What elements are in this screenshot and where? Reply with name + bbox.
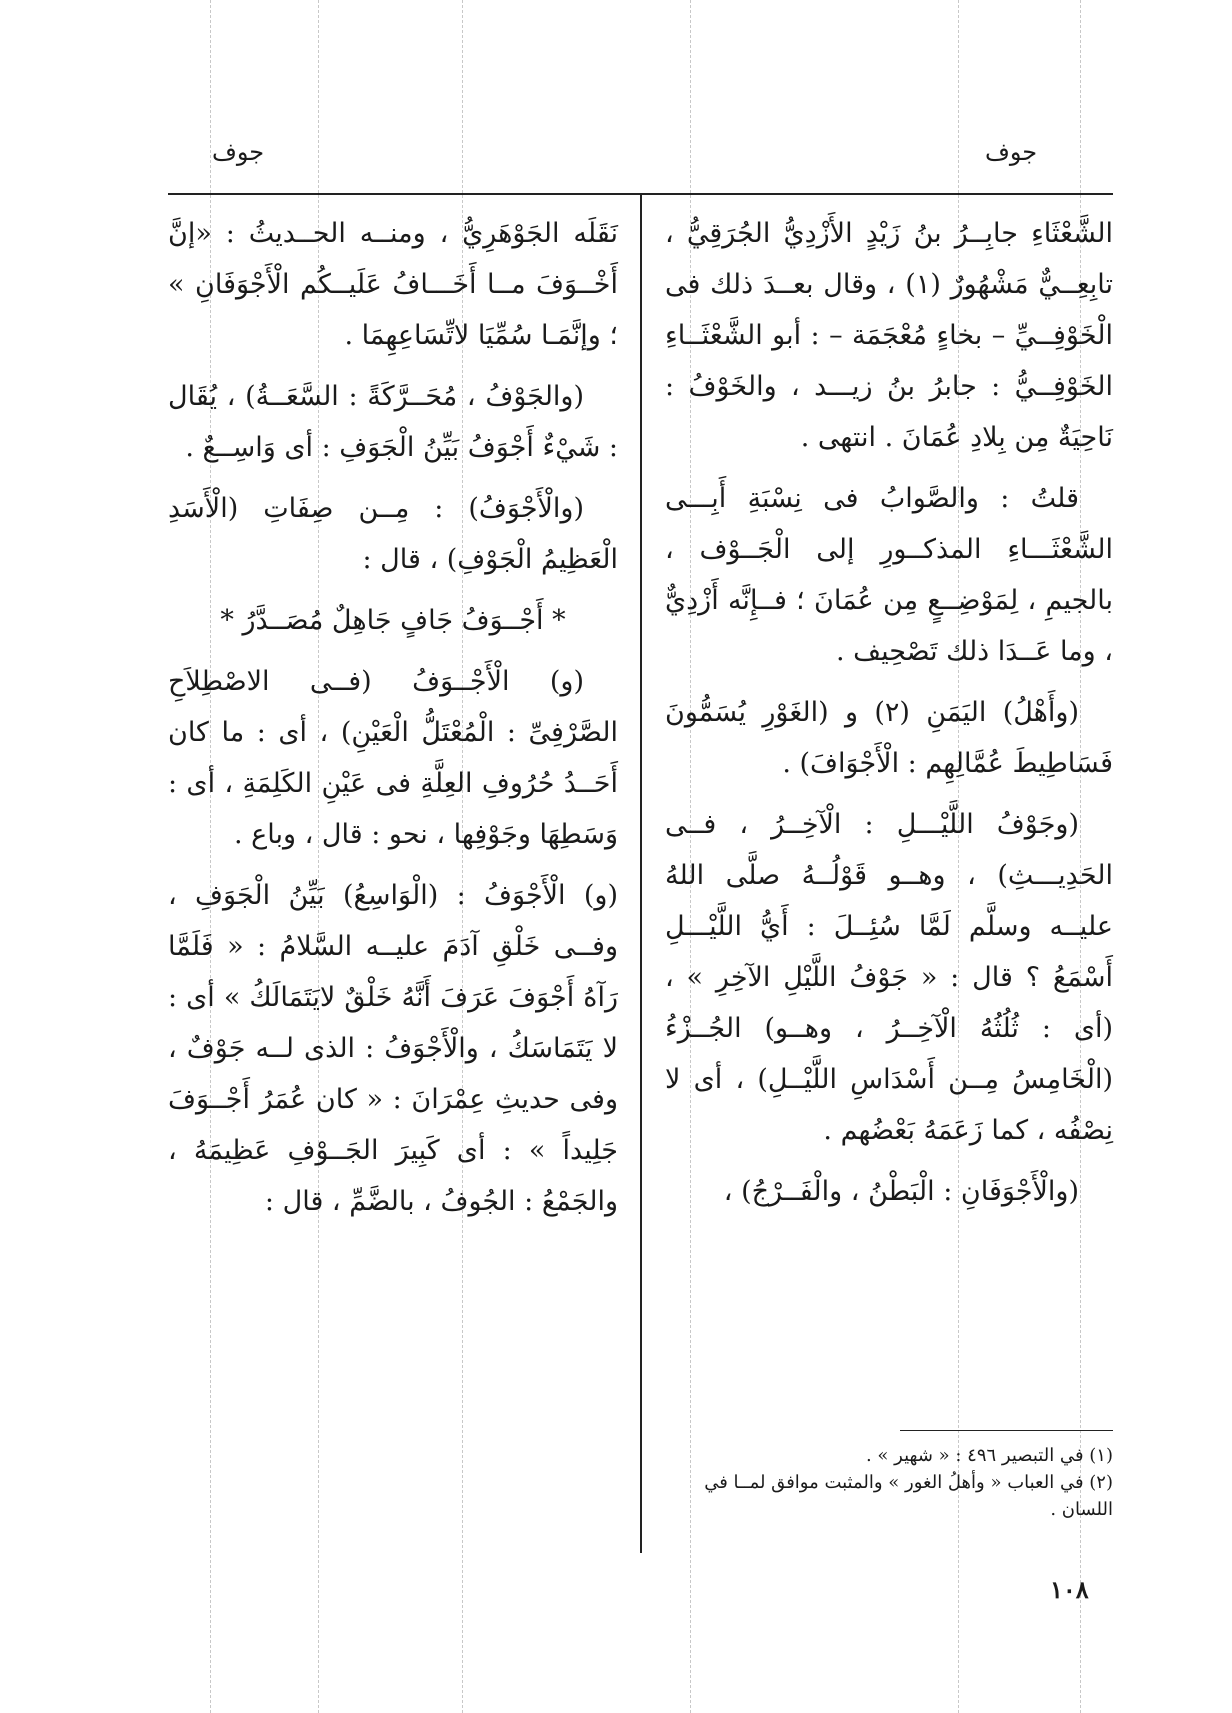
paragraph: (و) الْأَجْوَفُ : (الْوَاسِعُ) بَيِّنُ الْجَوَفِ ، وفــى خَلْقِ آدَمَ عليــه السَّلامُ : « فَلَمَّا رَآهُ أَجْوَفَ عَرَفَ أَنَّهُ خَلْقٌ لايَتَمَالَكُ » أى : لا يَتَمَاسَكُ ، والْأَجْوَفُ : الذى لــه جَوْفٌ ، وفى حديثِ عِمْرَانَ : « كان عُمَرُ أَجْــوَفَ جَلِيداً » : أى كَبِيرَ الجَــوْفِ عَظِيمَهُ ، والجَمْعُ : الجُوفُ ، بالضَّمِّ ، قال : xyxy=(168,880,618,1217)
footnote: (٢) في العباب « وأهلُ الغور » والمثبت موافق لمــا في اللسان . xyxy=(704,1472,1113,1520)
footnotes xyxy=(665,1442,1113,1523)
paragraph: (والْأَجْوَفَانِ : الْبَطْنُ ، والْفَــرْجُ) ، xyxy=(723,1176,1079,1207)
left-column xyxy=(168,208,618,1237)
header-word-left: جوف xyxy=(212,138,265,166)
paragraph: نَقَلَه الجَوْهَرِيُّ ، ومنــه الحــديثُ : «إنَّ أَخْــوَفَ مــا أَخَـــافُ عَلَيــكُم الْأَجْوَفَانِ » ؛ وإنَّمَـا سُمِّيَا لاتِّسَاعِهِمَا . xyxy=(168,218,618,351)
paragraph: (والجَوْفُ ، مُحَــرَّكَةً : السَّعَــةُ) ، يُقَال : شَيْءٌ أَجْوَفُ بَيِّنُ الْجَوَفِ : أى وَاسِــعٌ . xyxy=(168,381,618,463)
verse-line: * أَجْــوَفُ جَافٍ جَاهِلٌ مُصَــدَّرُ * xyxy=(220,605,566,636)
paragraph: الشَّعْثَاءِ جابِــرُ بنُ زَيْدٍ الأَزْدِيُّ الجُرَقِيُّ ، تابِعِــيٌّ مَشْهُورٌ (١) ، وقال بعــدَ ذلك فى الْخَوْفِــيِّ – بخاءٍ مُعْجَمَة – : أبو الشَّعْثَــاءِ الخَوْفِــيُّ : جابرُ بنُ زيـــد ، والخَوْفُ : نَاحِيَةٌ مِن بِلادِ عُمَانَ . انتهى . xyxy=(665,218,1113,453)
footnote: (١) في التبصير ٤٩٦ : « شهير » . xyxy=(865,1445,1113,1466)
page-number: ١٠٨ xyxy=(1050,1575,1089,1604)
paragraph: قلتُ : والصَّوابُ فى نِسْبَةِ أَبِـــى الشَّعْثَـــاءِ المذكــورِ إلى الْجَــوْف ، بالجيمِ ، لِمَوْضِــعٍ مِن عُمَانَ ؛ فــإِنَّه أَزْدِيٌّ ، وما عَــدَا ذلك تَصْحِيف . xyxy=(665,483,1113,667)
footnote-rule xyxy=(900,1430,1113,1431)
header-word-right: جوف xyxy=(985,138,1038,166)
right-column xyxy=(665,208,1113,1227)
paragraph: (و) الْأَجْــوَفُ (فــى الاصْطِلاَحِ الصَّرْفِىِّ : الْمُعْتَلُّ الْعَيْنِ) ، أى : ما كان أَحَــدُ حُرُوفِ العِلَّةِ فى عَيْنِ الكَلِمَةِ ، أى : وَسَطِهَا وجَوْفِها ، نحو : قال ، وباع . xyxy=(168,666,618,850)
paragraph: (وجَوْفُ اللَّيْـــلِ : الْآخِــرُ ، فــى الحَدِيـــثِ) ، وهــو قَوْلُــهُ صلَّى اللهُ عليــه وسلَّم لَمَّا سُئِــلَ : أَيُّ اللَّيْـــلِ أَسْمَعُ ؟ قال : « جَوْفُ اللَّيْلِ الآخِرِ » ، (أى : ثُلُثُهُ الْآخِــرُ ، وهــو) الجُــزْءُ (الْخَامِسُ مِــن أَسْدَاسِ اللَّيْــلِ) ، أى لا نِصْفُه ، كما زَعَمَهُ بَعْضُهم . xyxy=(665,809,1113,1146)
paragraph: (والْأَجْوَفُ) : مِــن صِفَاتِ (الْأَسَدِ الْعَظِيمُ الْجَوْفِ) ، قال : xyxy=(168,493,618,575)
column-divider xyxy=(640,193,642,1553)
paragraph: (وأَهْلُ) اليَمَنِ (٢) و (الغَوْرِ يُسَمُّونَ فَسَاطِيطَ عُمَّالِهِم : الْأَجْوَافَ) . xyxy=(665,697,1113,779)
